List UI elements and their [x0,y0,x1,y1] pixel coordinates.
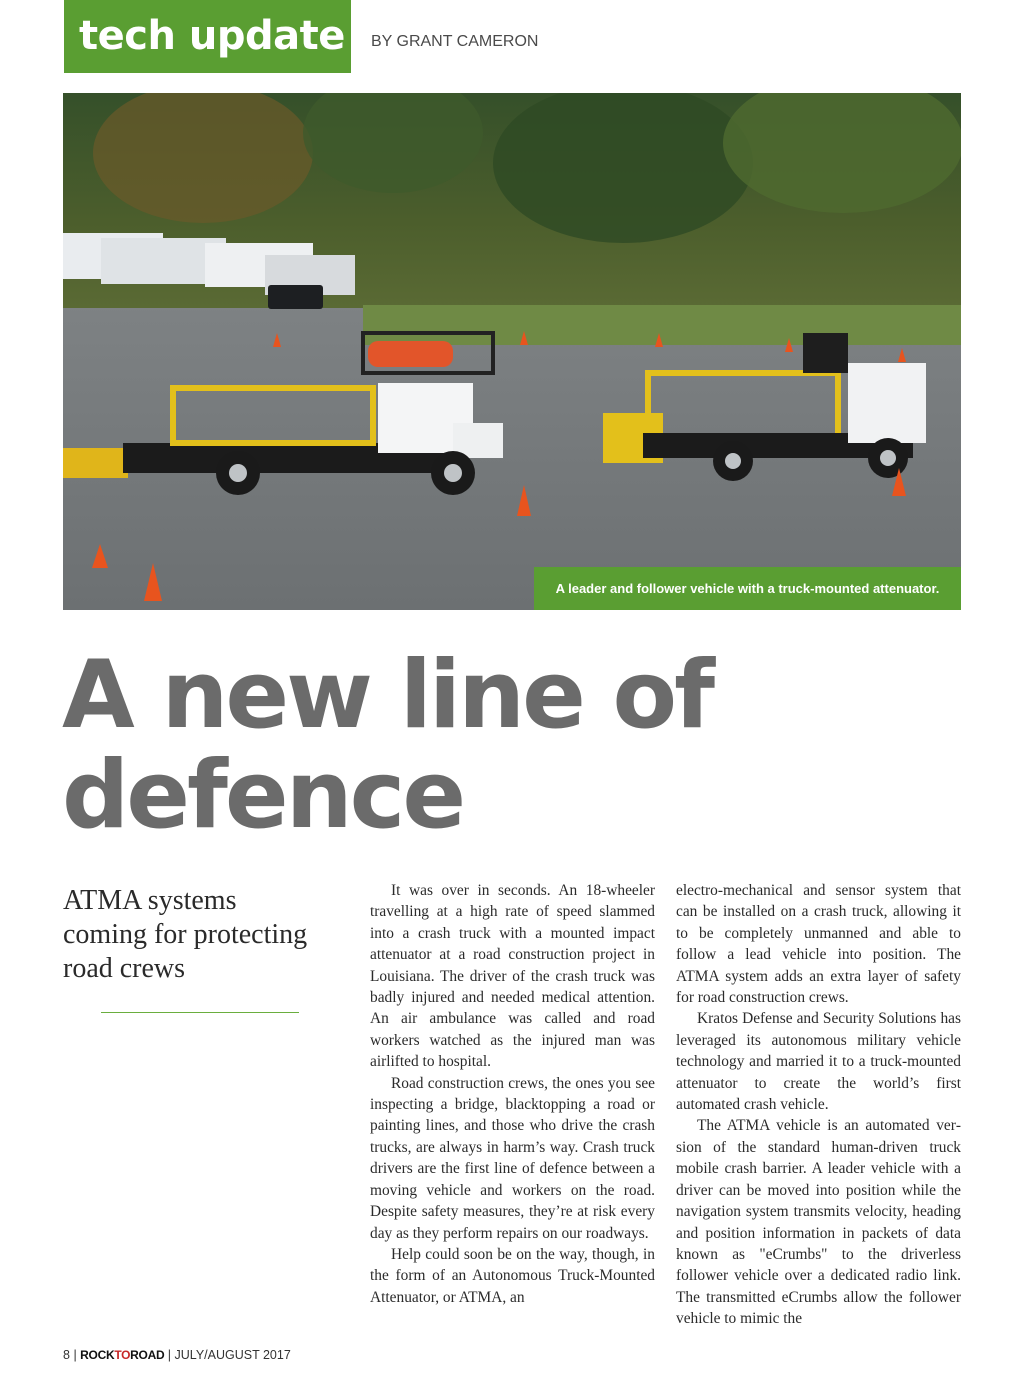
page-footer [63,1348,291,1362]
article-photo [63,93,961,610]
section-tag: tech update [64,0,351,73]
page-number: 8 [63,1348,70,1362]
byline: BY GRANT CAMERON [371,33,539,50]
logo-part-3: ROAD [130,1348,165,1362]
deck-line-1: ATMA systems [63,885,237,916]
trucks-photo-illustration [63,93,961,610]
photo-caption: A leader and follower vehicle with a truck-mounted attenuator. [534,567,961,610]
issue-date: JULY/AUGUST 2017 [174,1348,291,1362]
paragraph: The ATMA vehicle is an automated version of the standard human-driven truck mobile crash barrier. A leader vehicle with a driver can be moved into position while the navigation system transmits velocity, heading and position information in packets of data known as "eCrumbs" to the driverless follower vehicle over a dedicated radio link. The transmitted eCrumbs allow the follower vehicle to mimic the [676,1117,961,1328]
paragraph: It was over in seconds. An 18-wheeler travelling at a high rate of speed slammed into a crash truck with a mounted impact attenuator at a road construction project in Louisiana. The driver of the crash truck was badly injured and needed medical attention. An air ambulance was called and road workers watched as the injured man was airlifted to hospital. [370,882,655,1071]
deck-line-3: road crews [63,953,186,984]
deck-line-2: coming for protecting [63,919,308,950]
footer-separator: | [167,1348,172,1362]
paragraph: Kratos Defense and Security Solutions has leveraged its autonomous military vehicle technology and married it to a truck-mounted attenuator to create the world’s first automated crash vehicle. [676,1010,961,1114]
headline [62,641,962,850]
article-column-1 [370,880,655,1308]
headline-line-1: A new line of [62,641,713,750]
headline-line-2: defence [62,741,464,850]
logo-part-1: ROCK [80,1348,115,1362]
deck [63,884,343,986]
deck-divider [101,1012,299,1013]
footer-separator: | [73,1348,77,1362]
logo-part-2: TO [114,1348,131,1362]
paragraph: electro-mechanical and sensor system that can be installed on a crash truck, allowing it to be completely unmanned and able to follow a lead vehicle into position. The ATMA system adds an extra layer of safety for road construction crews. [676,882,961,1007]
magazine-logo [80,1348,164,1362]
paragraph: Help could soon be on the way, though, in the form of an Autonomous Truck-Mounted Attenuator, or ATMA, an [370,1245,655,1306]
article-column-2 [676,880,961,1330]
paragraph: Road construction crews, the ones you see inspecting a bridge, blacktopping a road or painting lines, and those who drive the crash trucks, are always in harm’s way. Crash truck drivers are the first line of defence between a moving vehicle and workers on the road. Despite safety measures, they’re at risk every day as they perform repairs on our roadways. [370,1074,655,1242]
